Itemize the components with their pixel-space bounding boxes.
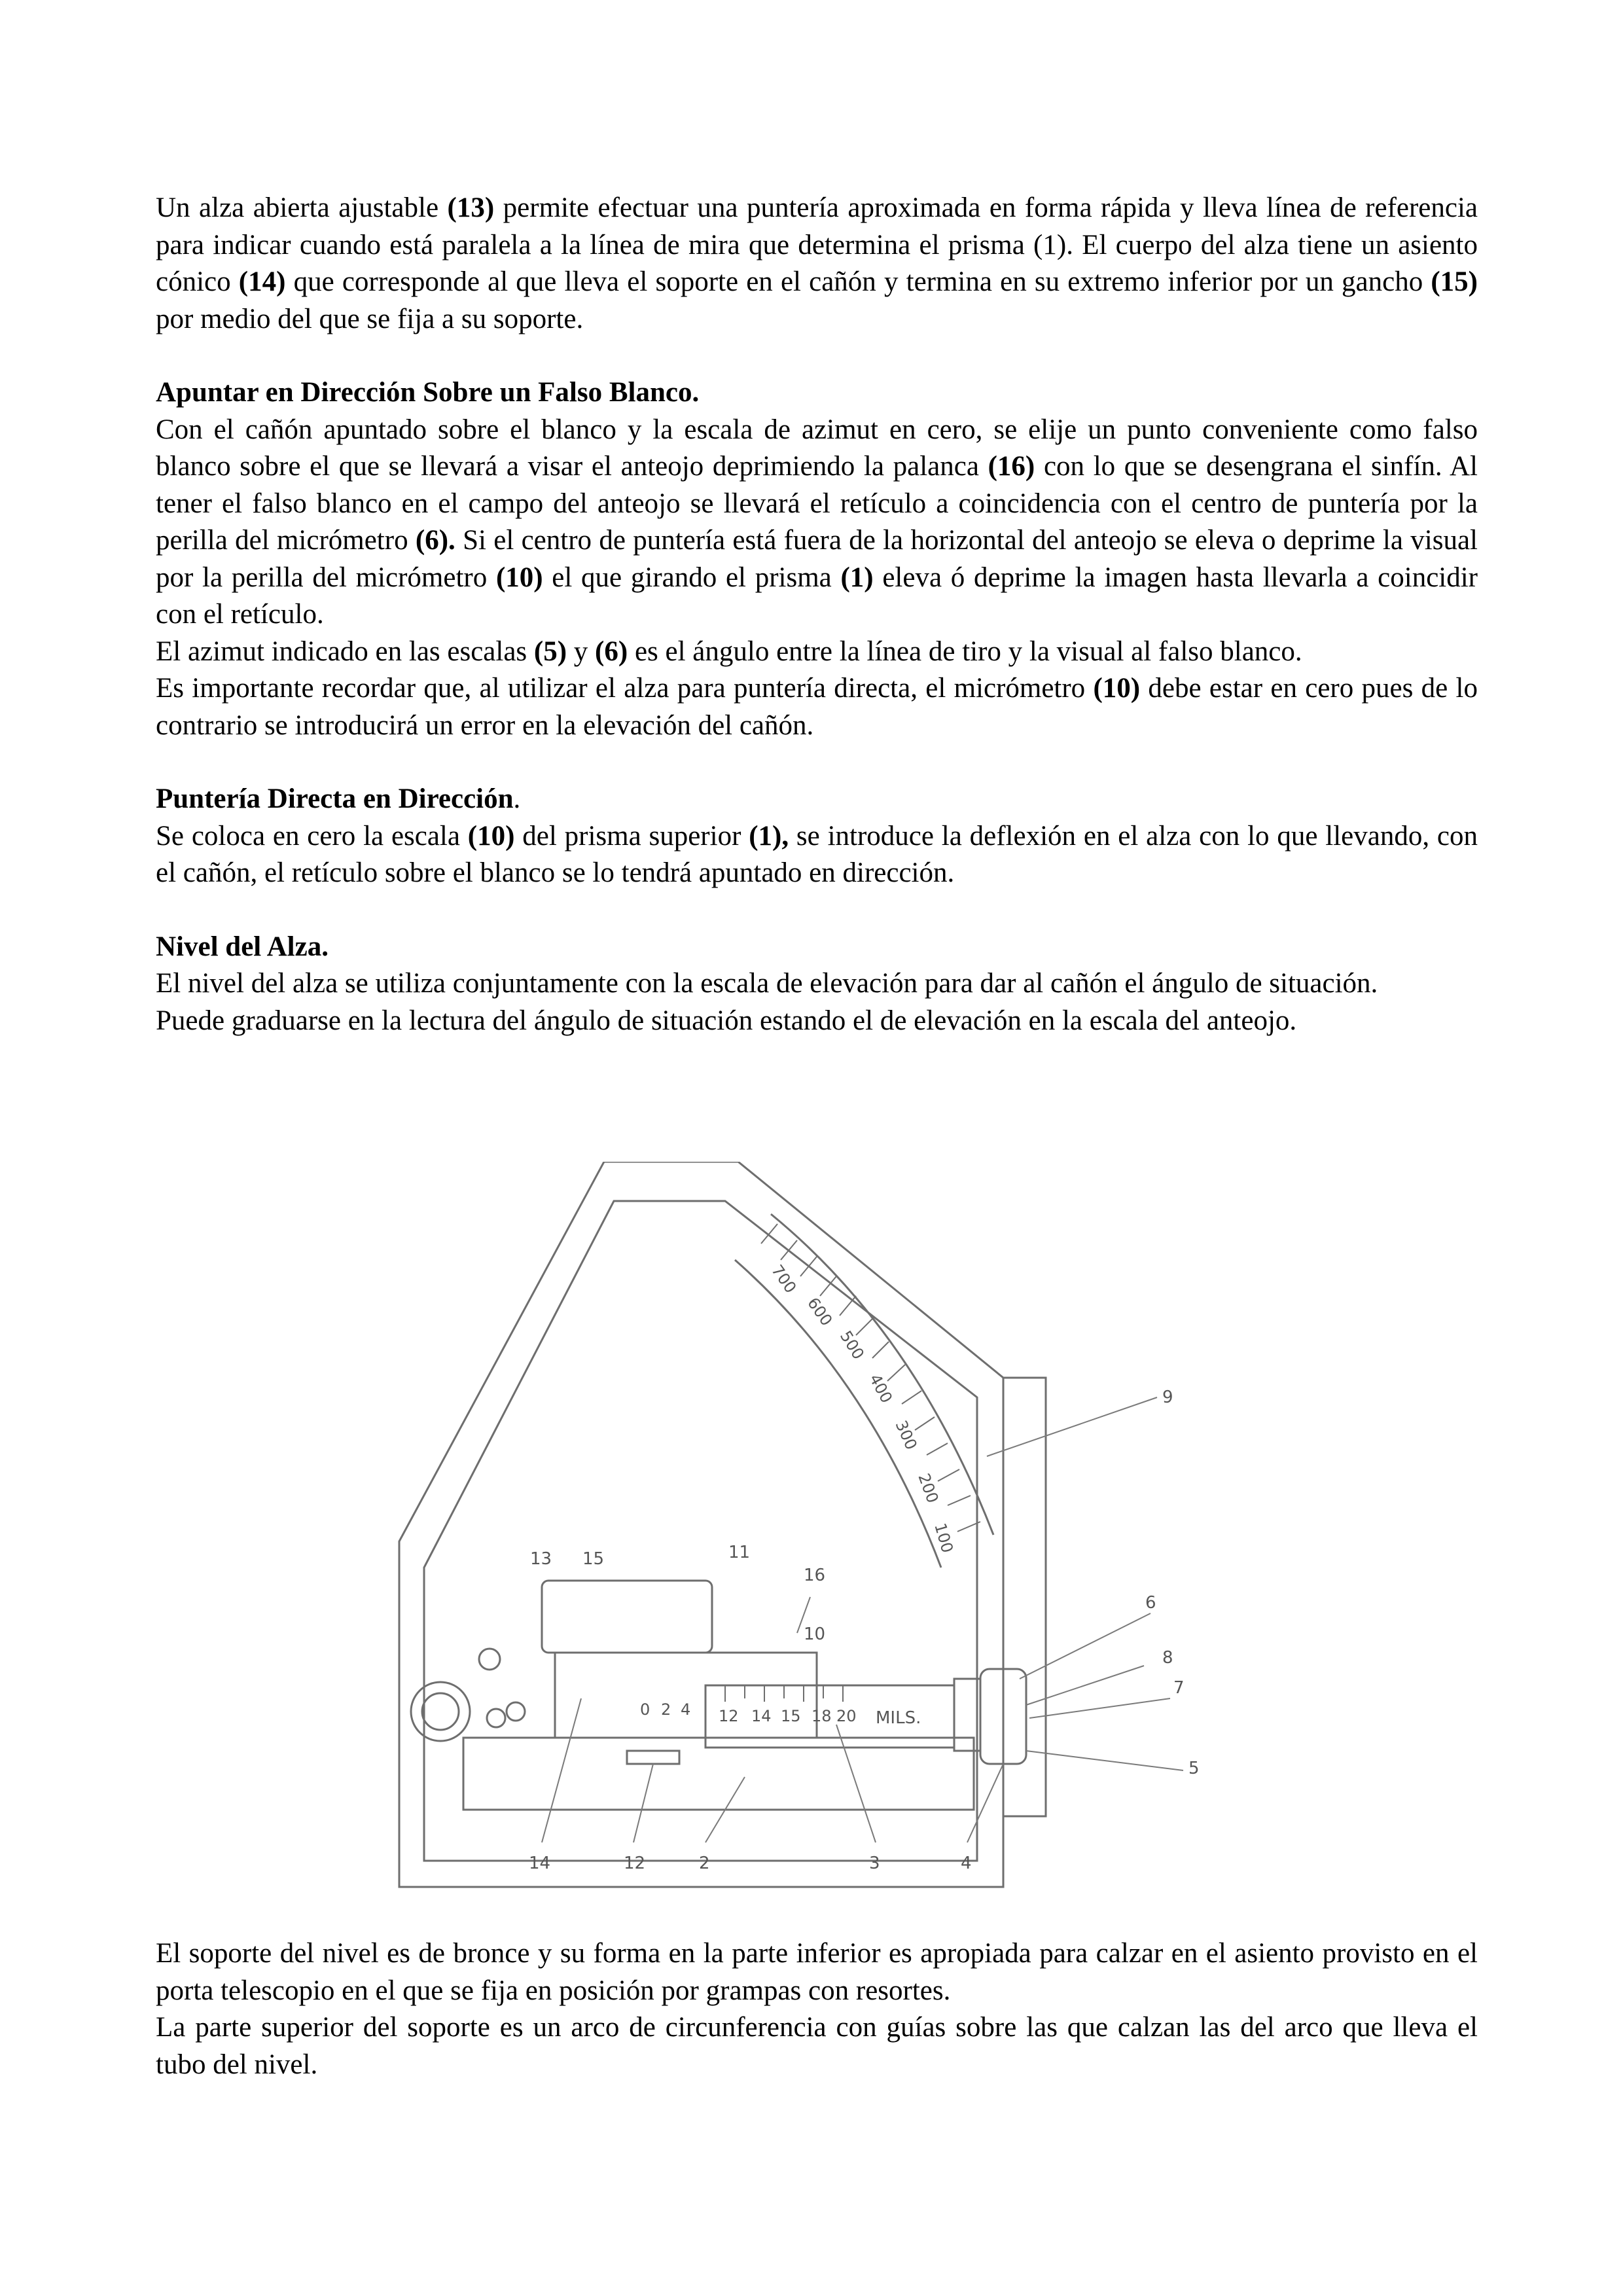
callout-11: 11 [728, 1543, 751, 1562]
mils-num-12: 12 [719, 1707, 739, 1725]
sight-diagram-svg [378, 1162, 1255, 1914]
small-num-2: 2 [661, 1700, 671, 1719]
text-column-top [156, 190, 1478, 1039]
arc-num-700: 700 [768, 1261, 800, 1297]
text-column-bottom [156, 1935, 1478, 2083]
leader-lines [542, 1397, 1183, 1842]
pivot-inner [422, 1693, 459, 1730]
callout-8: 8 [1162, 1648, 1173, 1668]
heading-falso-blanco: Apuntar en Dirección Sobre un Falso Blanco. [156, 377, 700, 408]
mount-block [555, 1653, 817, 1738]
mils-num-14: 14 [751, 1707, 772, 1725]
mils-label: MILS. [876, 1708, 921, 1728]
telescope-body [542, 1581, 712, 1653]
mils-num-18: 18 [812, 1707, 832, 1725]
paragraph-azimut: El azimut indicado en las escalas (5) y (6) es el ángulo entre la línea de tiro y la visual al falso blanco. [156, 636, 1302, 667]
arc-num-600: 600 [804, 1294, 836, 1329]
small-num-0: 0 [640, 1700, 651, 1719]
arc-num-500: 500 [836, 1327, 868, 1363]
callout-13: 13 [530, 1549, 552, 1569]
callout-3: 3 [869, 1854, 880, 1873]
arc-num-100: 100 [931, 1520, 957, 1555]
paragraph-falso-blanco: Con el cañón apuntado sobre el blanco y la escala de azimut en cero, se elije un punto conveniente como falso blanco sobre el que se llevará a visar el anteojo deprimiendo la palanca (16) con lo que se desengrana el sinfín. Al tener el falso blanco en el campo del anteojo se llevará el retículo a coincidencia con el centro de puntería por la perilla del micrómetro (6). Si el centro de puntería está fuera de la horizontal del anteojo se eleva o deprime la visual por la perilla del micrómetro (10) el que girando el prisma (1) eleva ó deprime la imagen hasta llevarla a coincidir con el retículo. [156, 414, 1478, 630]
callout-4: 4 [961, 1854, 972, 1873]
arc-inner [735, 1260, 941, 1568]
paragraph-nivel-uso: El nivel del alza se utiliza conjuntamente con la escala de elevación para dar al cañón el ángulo de situación. [156, 968, 1378, 999]
arc-num-300: 300 [891, 1418, 921, 1453]
paragraph-importante: Es importante recordar que, al utilizar el alza para puntería directa, el micrómetro (10) debe estar en cero pues de lo contrario se introducirá un error en la elevación del cañón. [156, 673, 1478, 741]
heading-punteria-directa: Puntería Directa en Dirección. [156, 783, 521, 814]
paragraph-punteria-directa: Se coloca en cero la escala (10) del prisma superior (1), se introduce la deflexión en el alza con lo que llevando, con el cañón, el retículo sobre el blanco se lo tendrá apuntado en dirección. [156, 820, 1478, 888]
heading-nivel-alza: Nivel del Alza. [156, 931, 329, 962]
callout-9: 9 [1162, 1388, 1173, 1407]
callout-15: 15 [582, 1549, 605, 1569]
callout-7: 7 [1173, 1678, 1185, 1698]
paragraph-soporte-bronce: El soporte del nivel es de bronce y su forma en la parte inferior es apropiada para calzar en el asiento provisto en el porta telescopio en el que se fija en posición por grampas con resortes. [156, 1938, 1478, 2006]
arc-num-200: 200 [914, 1471, 942, 1506]
mils-ticks [725, 1685, 843, 1702]
pivot-outer [411, 1682, 470, 1741]
arc-num-400: 400 [865, 1371, 896, 1407]
callout-6: 6 [1145, 1593, 1156, 1613]
callout-14: 14 [529, 1854, 551, 1873]
frame-outline [399, 1162, 1003, 1887]
callout-2: 2 [699, 1854, 710, 1873]
mils-num-20: 20 [836, 1707, 857, 1725]
paragraph-nivel-graduacion: Puede graduarse en la lectura del ángulo de situación estando el de elevación en la escala del anteojo. [156, 1005, 1297, 1036]
mils-num-15: 15 [781, 1707, 801, 1725]
sight-diagram [378, 1162, 1255, 1914]
paragraph-soporte-arco: La parte superior del soporte es un arco de circunferencia con guías sobre las que calzan las del arco que lleva el tubo del nivel. [156, 2012, 1478, 2080]
frame-inner [424, 1201, 977, 1861]
paragraph-alza-abierta: Un alza abierta ajustable (13) permite efectuar una puntería aproximada en forma rápida y lleva línea de referencia para indicar cuando está paralela a la línea de mira que determina el prisma (1). El cuerpo del alza tiene un asiento cónico (14) que corresponde al que lleva el soporte en el cañón y termina en su extremo inferior por un gancho (15) por medio del que se fija a su soporte. [156, 192, 1478, 334]
callout-10: 10 [804, 1624, 826, 1644]
callout-5: 5 [1188, 1759, 1200, 1778]
callout-12: 12 [624, 1854, 646, 1873]
small-num-4: 4 [681, 1700, 691, 1719]
callout-16: 16 [804, 1566, 826, 1585]
